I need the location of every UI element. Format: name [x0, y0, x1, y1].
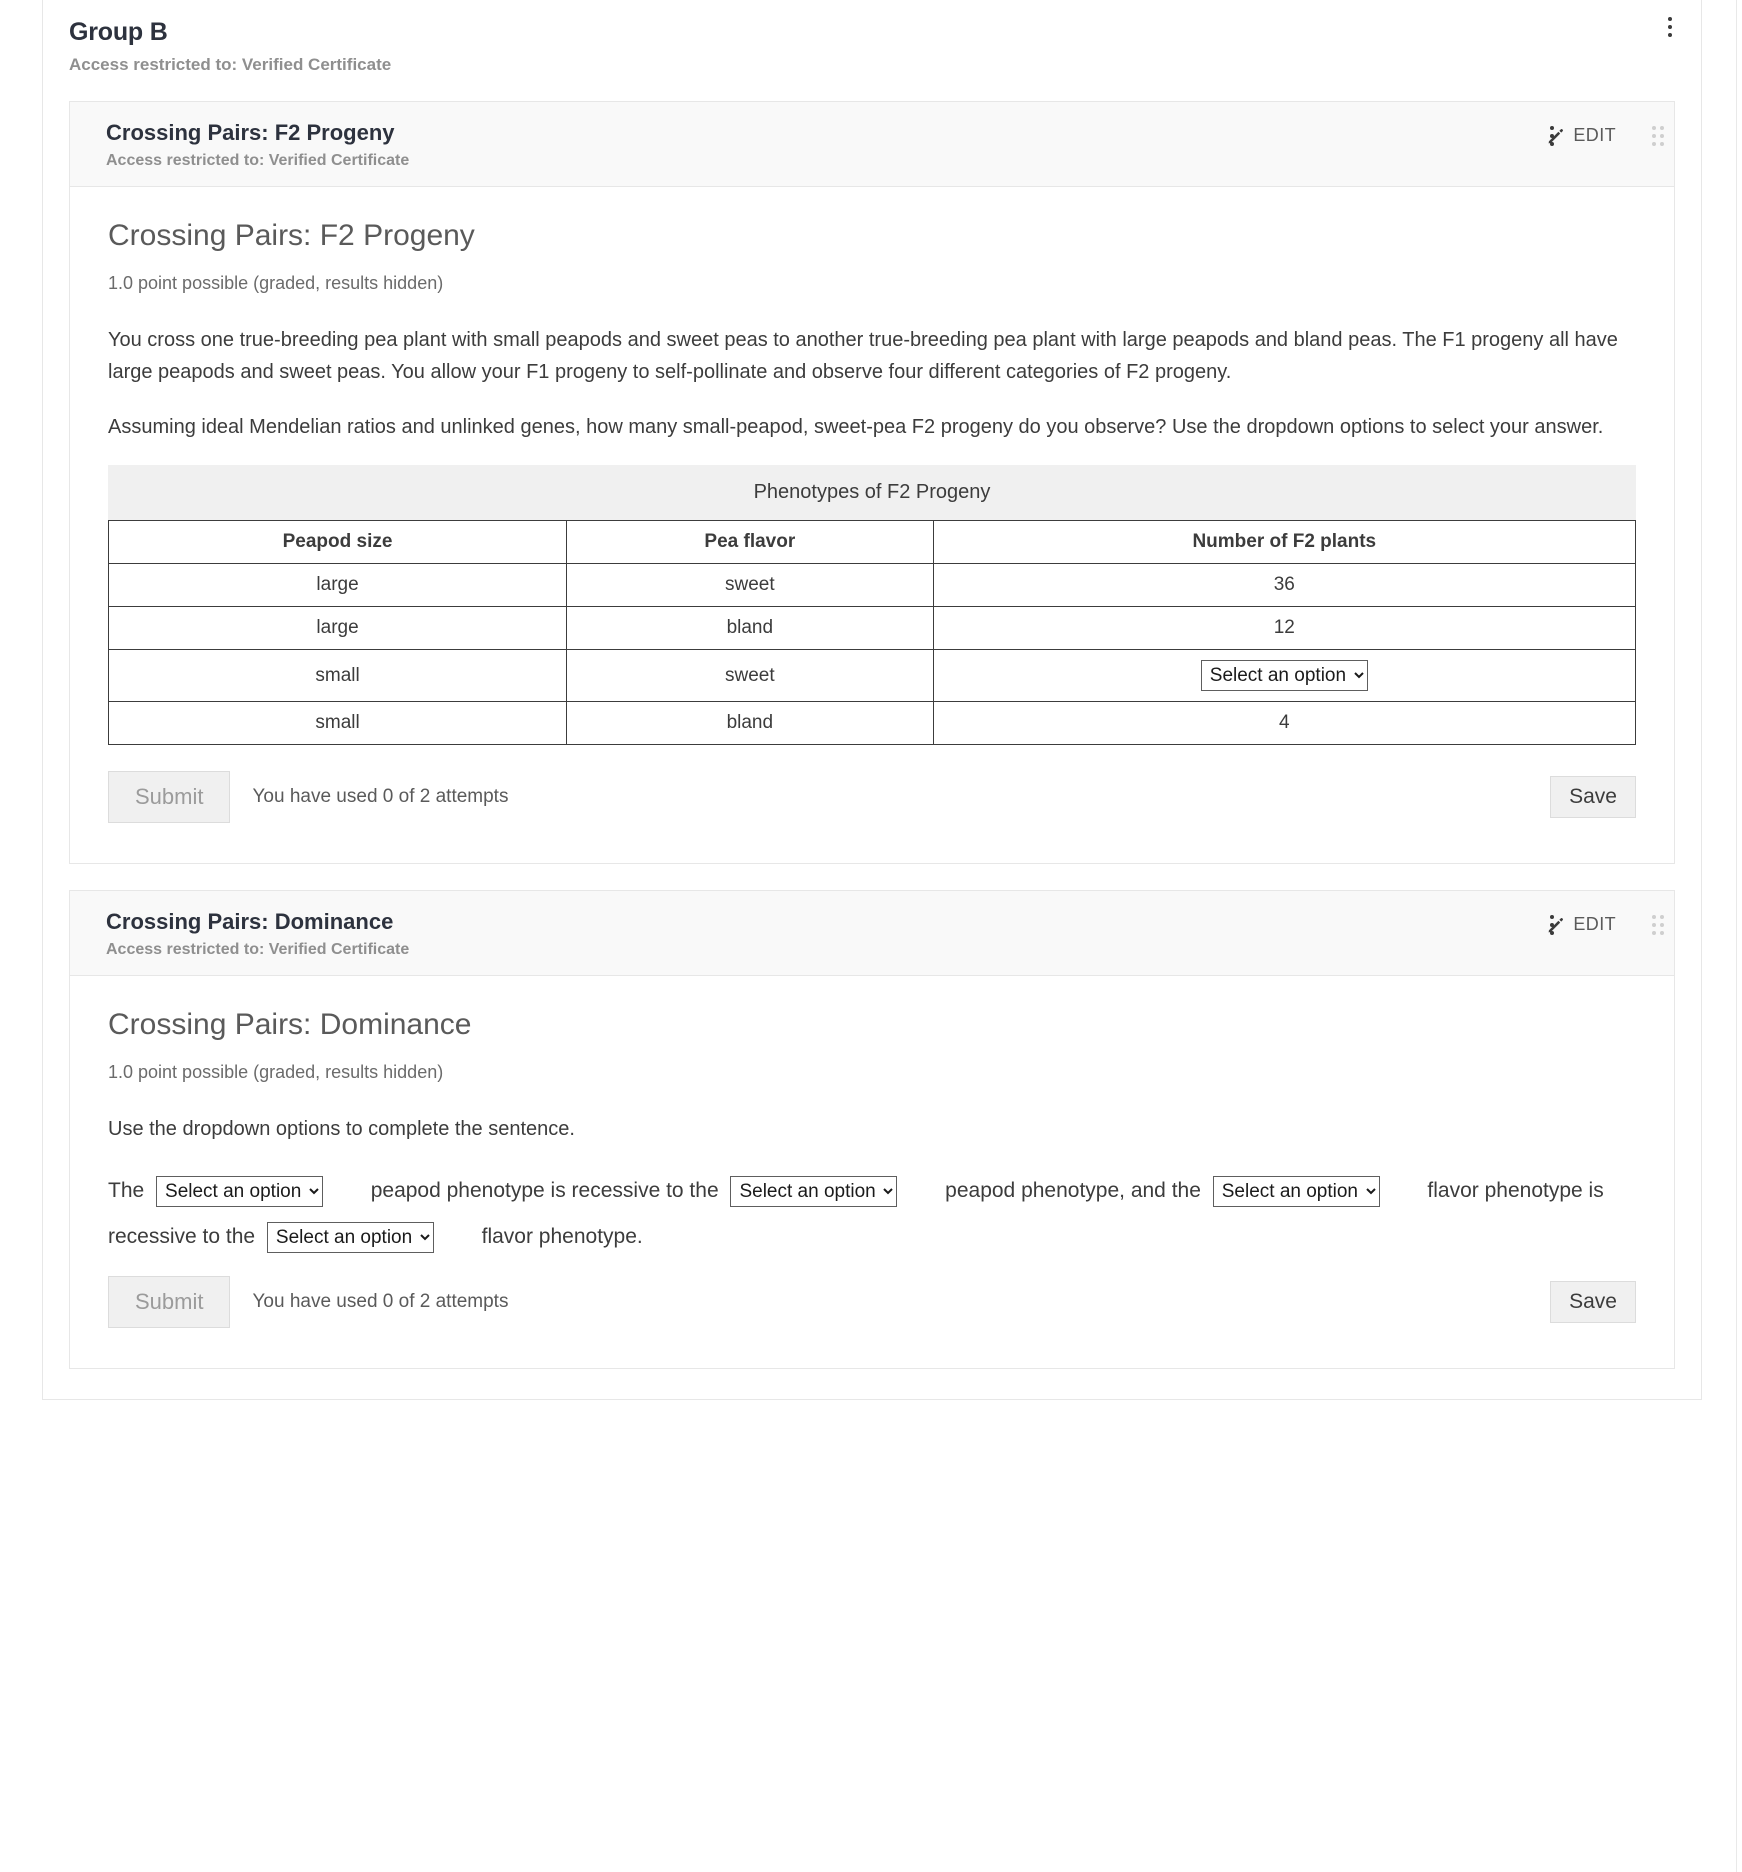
- dominance-select-1[interactable]: [156, 1176, 323, 1207]
- group-kebab-menu-icon[interactable]: [1659, 12, 1681, 42]
- table-row: [109, 702, 1636, 745]
- edit-button-label: EDIT: [1573, 914, 1616, 935]
- actions-row: [108, 1276, 1636, 1328]
- group-title: Group B: [69, 18, 168, 46]
- drag-handle-icon[interactable]: [1638, 126, 1652, 146]
- points-possible: 1.0 point possible (graded, results hidden): [108, 273, 444, 293]
- group-access-note: Access restricted to: Verified Certificate: [69, 55, 392, 74]
- table-row: [109, 650, 1636, 702]
- save-button[interactable]: Save: [1550, 1281, 1636, 1323]
- unit-header-f2-progeny: [70, 102, 1674, 187]
- unit-access-note: Access restricted to: Verified Certificate: [106, 152, 410, 169]
- cell-peapod-size: small: [109, 650, 567, 702]
- table-header-row: [109, 521, 1636, 564]
- unit-card-dominance: [69, 890, 1675, 1369]
- cell-peapod-size: large: [109, 564, 567, 607]
- attempts-text: You have used 0 of 2 attempts: [252, 1290, 509, 1312]
- unit-header-dominance: [70, 891, 1674, 976]
- phenotype-table: [108, 465, 1636, 745]
- drag-handle-icon[interactable]: [1638, 915, 1652, 935]
- table-row: [109, 564, 1636, 607]
- dominance-select-3[interactable]: [1213, 1176, 1380, 1207]
- unit-access-note: Access restricted to: Verified Certificate: [106, 941, 410, 959]
- submit-button[interactable]: Submit: [108, 771, 230, 823]
- dominance-select-2[interactable]: [730, 1176, 897, 1207]
- cell-pea-flavor: sweet: [567, 564, 933, 607]
- problem-title: Crossing Pairs: F2 Progeny: [108, 219, 475, 252]
- phenotype-table-wrap: [108, 465, 1636, 745]
- unit-kebab-menu-icon[interactable]: [1541, 910, 1563, 940]
- f2-count-select[interactable]: [1201, 660, 1368, 691]
- unit-kebab-menu-icon[interactable]: [1541, 121, 1563, 151]
- unit-card-f2-progeny: [69, 101, 1675, 864]
- attempts-text: You have used 0 of 2 attempts: [252, 786, 509, 808]
- instruction-text: Use the dropdown options to complete the sentence.: [108, 1118, 575, 1141]
- right-rail: [1736, 0, 1742, 1872]
- cell-pea-flavor: sweet: [567, 650, 933, 702]
- cell-count: 12: [933, 607, 1635, 650]
- sentence-part-3: peapod phenotype, and the: [945, 1178, 1201, 1202]
- edit-button-label: EDIT: [1573, 125, 1616, 145]
- problem-paragraph-2: Assuming ideal Mendelian ratios and unlinked genes, how many small-peapod, sweet-pea F2 progeny do you observe? Use the dropdown options to select your answer.: [108, 415, 1604, 438]
- cell-pea-flavor: bland: [567, 607, 933, 650]
- dominance-sentence: [108, 1168, 1636, 1260]
- sentence-part-5: flavor phenotype.: [481, 1224, 643, 1248]
- submit-button[interactable]: Submit: [108, 1276, 230, 1328]
- cell-peapod-size: small: [109, 702, 567, 745]
- unit-body-dominance: [70, 976, 1674, 1368]
- save-button[interactable]: Save: [1550, 776, 1636, 818]
- group-header: [43, 0, 1701, 89]
- dominance-select-4[interactable]: [267, 1222, 434, 1253]
- sentence-part-1: The: [108, 1178, 145, 1202]
- points-possible: 1.0 point possible (graded, results hidden): [108, 1062, 444, 1083]
- unit-title: Crossing Pairs: Dominance: [106, 909, 394, 935]
- cell-count: 4: [933, 702, 1635, 745]
- table-header-cell: Number of F2 plants: [933, 521, 1635, 564]
- table-header-cell: Peapod size: [109, 521, 567, 564]
- sentence-part-4: flavor phenotype is recessive to the: [108, 1178, 1604, 1248]
- unit-title: Crossing Pairs: F2 Progeny: [106, 120, 395, 145]
- cell-count-dropdown: [933, 650, 1635, 702]
- table-header-cell: Pea flavor: [567, 521, 933, 564]
- problem-title: Crossing Pairs: Dominance: [108, 1008, 472, 1042]
- table-row: [109, 607, 1636, 650]
- cell-count: 36: [933, 564, 1635, 607]
- table-caption: Phenotypes of F2 Progeny: [108, 465, 1636, 520]
- group-card: [42, 0, 1702, 1400]
- unit-body-f2-progeny: [70, 187, 1674, 863]
- cell-peapod-size: large: [109, 607, 567, 650]
- cell-pea-flavor: bland: [567, 702, 933, 745]
- problem-paragraph-1: You cross one true-breeding pea plant with small peapods and sweet peas to another true-breeding pea plant with large peapods and bland peas. The F1 progeny all have large peapods and sweet peas. You allow your F1 progeny to self-pollinate and observe four different categories of F2 progeny.: [108, 329, 1618, 384]
- sentence-part-2: peapod phenotype is recessive to the: [370, 1178, 719, 1202]
- actions-row: [108, 771, 1636, 823]
